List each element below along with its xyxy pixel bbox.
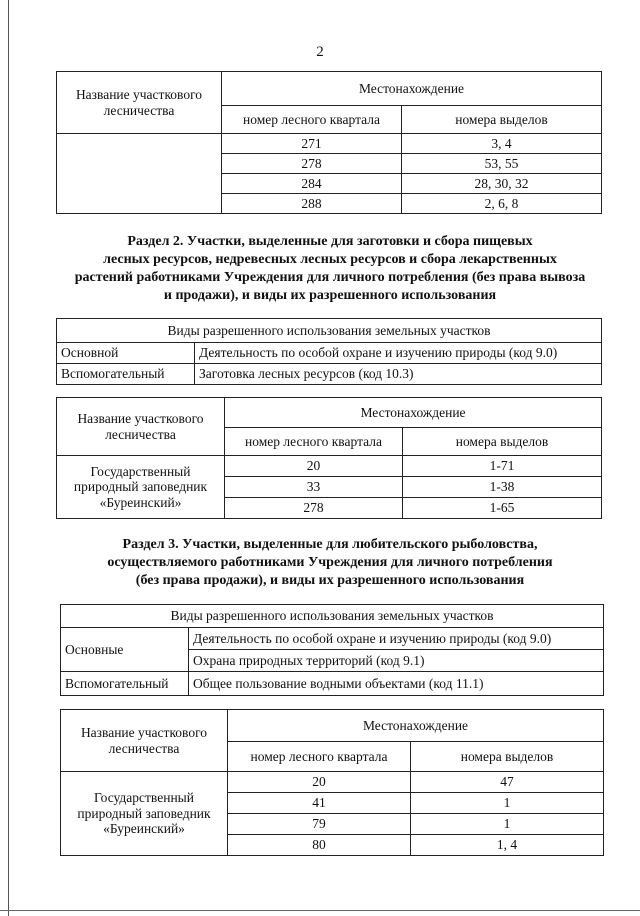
quarter-cell: 278: [225, 498, 403, 519]
use-description: Общее пользование водными объектами (код 11.1): [189, 672, 604, 696]
quarter-cell: 278: [222, 154, 402, 174]
forestry-cell: Государственный природный заповедник «Буреинский»: [57, 456, 225, 519]
allotments-cell: 1-71: [403, 456, 602, 477]
page-border-bottom: [0, 910, 640, 911]
section-2-title-line: лесных ресурсов, недревесных лесных ресурсов и сбора лекарственных: [103, 252, 557, 267]
forestry-name-header: Название участкового лесничества: [61, 710, 228, 772]
section-3-title-line: (без права продажи), и виды их разрешенного использования: [135, 573, 525, 588]
allotments-cell: 2, 6, 8: [402, 194, 602, 214]
allotments-cell: 1: [411, 814, 604, 835]
quarter-cell: 33: [225, 477, 403, 498]
allotments-cell: 1-38: [403, 477, 602, 498]
section-2-title-line: Раздел 2. Участки, выделенные для заготовки и сбора пищевых: [127, 234, 533, 249]
use-category: Вспомогательный: [61, 672, 189, 696]
location-header: Местонахождение: [225, 398, 602, 428]
forestry-name-header: Название участкового лесничества: [57, 72, 222, 134]
quarter-number-header: номер лесного квартала: [222, 106, 402, 134]
section-2-uses-table: [56, 318, 602, 385]
allotment-numbers-header: номера выделов: [403, 428, 602, 456]
section-2-title-line: растений работниками Учреждения для личного потребления (без права вывоза: [74, 270, 586, 285]
quarter-cell: 288: [222, 194, 402, 214]
allotments-cell: 3, 4: [402, 134, 602, 154]
quarter-cell: 284: [222, 174, 402, 194]
allotments-cell: 47: [411, 772, 604, 793]
allotment-numbers-header: номера выделов: [411, 742, 604, 772]
use-description: Деятельность по особой охране и изучению природы (код 9.0): [195, 343, 602, 364]
quarter-cell: 79: [228, 814, 411, 835]
uses-header: Виды разрешенного использования земельных участков: [57, 319, 602, 343]
allotments-cell: 1: [411, 793, 604, 814]
use-description: Деятельность по особой охране и изучению природы (код 9.0): [189, 628, 604, 650]
section-3-title: [40, 536, 620, 590]
quarter-cell: 20: [228, 772, 411, 793]
quarter-cell: 271: [222, 134, 402, 154]
forestry-cell: Государственный природный заповедник «Буреинский»: [61, 772, 228, 856]
allotments-cell: 1, 4: [411, 835, 604, 856]
quarter-cell: 80: [228, 835, 411, 856]
allotments-cell: 28, 30, 32: [402, 174, 602, 194]
page-border-left: [8, 0, 9, 916]
quarter-number-header: номер лесного квартала: [228, 742, 411, 772]
section-2-title: [40, 233, 620, 305]
section-3-uses-table: [60, 604, 604, 696]
location-header: Местонахождение: [222, 72, 602, 106]
section-3-title-line: Раздел 3. Участки, выделенные для любительского рыболовства,: [122, 537, 538, 552]
use-category: Основной: [57, 343, 195, 364]
use-description: Заготовка лесных ресурсов (код 10.3): [195, 364, 602, 385]
forestry-cell: [57, 134, 222, 214]
forestry-name-header: Название участкового лесничества: [57, 398, 225, 456]
page-number: 2: [316, 44, 324, 60]
allotment-numbers-header: номера выделов: [402, 106, 602, 134]
quarter-cell: 41: [228, 793, 411, 814]
section-2-location-table: [56, 397, 602, 519]
use-description: Охрана природных территорий (код 9.1): [189, 650, 604, 672]
section-3-location-table: [60, 709, 604, 856]
allotments-cell: 1-65: [403, 498, 602, 519]
allotments-cell: 53, 55: [402, 154, 602, 174]
quarter-cell: 20: [225, 456, 403, 477]
uses-header: Виды разрешенного использования земельных участков: [61, 605, 604, 628]
location-table-1: [56, 71, 602, 214]
section-2-title-line: и продажи), и виды их разрешенного использования: [163, 288, 497, 303]
location-header: Местонахождение: [228, 710, 604, 742]
section-3-title-line: осуществляемого работниками Учреждения для личного потребления: [107, 555, 553, 570]
quarter-number-header: номер лесного квартала: [225, 428, 403, 456]
use-category: Основные: [61, 628, 189, 672]
use-category: Вспомогательный: [57, 364, 195, 385]
